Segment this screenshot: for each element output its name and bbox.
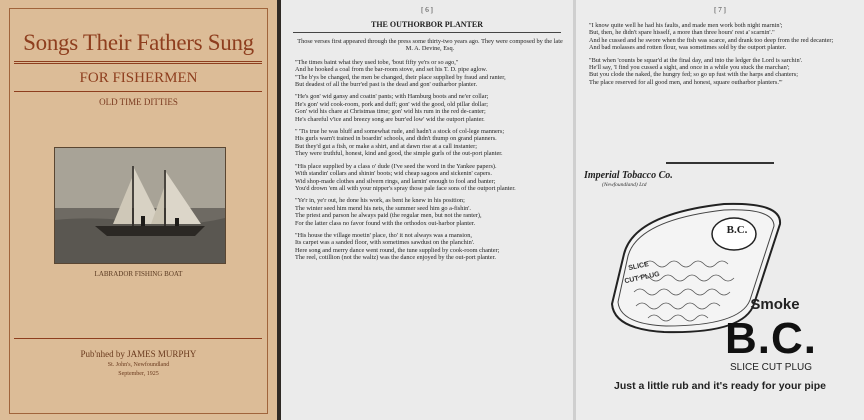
stanza xyxy=(295,128,565,158)
tin-label-bc: B.C. xyxy=(726,224,748,236)
tobacco-advertisement xyxy=(576,168,864,420)
poem-line: And bad molasses and rotten flour, was sometimes sold by the outport planter. xyxy=(589,44,787,52)
publish-date: September, 1925 xyxy=(118,371,159,377)
poem-line: "The times baint what they used tobe, 'bout fifty ye'rs or so ago," xyxy=(295,58,459,66)
cover-subtitle: FOR FISHERMEN xyxy=(79,70,198,86)
poem-line: Its carpet was a sanded floor, with sometimes sawdust on the planchin'. xyxy=(295,239,475,247)
poem-line: And he hooked a coal from the bar-room stove, and set his T. D. pipe aglow. xyxy=(295,66,488,74)
poem-line: For the latter class no favor found with the orthodox out-harbor planter. xyxy=(295,219,476,227)
publisher-place: St. John's, Newfoundland xyxy=(107,362,170,368)
stanza xyxy=(295,197,565,227)
stanza xyxy=(295,59,565,89)
poem-line: But, then, he didn't spare hisself, a more than three hours' rest a' scarnin'." xyxy=(589,29,775,37)
divider xyxy=(293,32,561,33)
poem-line: His gurls warn't trained in boardin' schools, and didn't thump on grand pianners. xyxy=(295,135,497,143)
stanza xyxy=(589,57,857,87)
ad-product-sub: SLICE CUT PLUG xyxy=(729,362,813,373)
cover-page xyxy=(0,0,277,420)
poem-line: "Ye'r in, ye'r out, he done his work, as bent he knew in his position; xyxy=(295,197,465,205)
page-6 xyxy=(281,0,573,420)
poem-line: Gon' wid his chare at Christmas time; gon' wid his rum in the red de-canter; xyxy=(295,108,486,116)
ad-smoke: Smoke xyxy=(750,296,800,313)
cover-title: Songs Their Fathers Sung xyxy=(23,30,254,55)
stanza xyxy=(295,93,565,123)
ad-brand-sub: (Newfoundland) Ltd xyxy=(602,182,647,188)
poem-body xyxy=(589,22,857,91)
poem-line: " 'Tis true he was bluff and somewhat rude, and hadn't a stock of col-lege manners; xyxy=(295,128,505,136)
poem-line: "He's gon' wid gansy and coatin' pants; with Hamburg boots and ne'er collar; xyxy=(295,93,489,101)
poem-line: Wid shop-made clothes and silvern rings, and larnin' enough to fool and banter; xyxy=(295,177,496,185)
page-7 xyxy=(576,0,864,420)
stanza-list xyxy=(295,59,565,262)
poem-line: The place reserved for all good men, and honest, square outharbor planters.'" xyxy=(589,78,783,86)
divider xyxy=(14,61,262,62)
ad-brand: Imperial Tobacco Co. xyxy=(584,170,673,181)
divider xyxy=(14,91,262,92)
divider xyxy=(14,63,262,64)
poem-line: He's chareful v'ice and breezy song are burr'ed low' wid the outport planter. xyxy=(295,115,485,123)
poem-line: The reel, cotillion (not the waltz) was the dance enjoyed by the out-port planter. xyxy=(295,254,496,262)
poem-line: You'd drown 'em all with your nipper's spray those pale face sons of the outport planter. xyxy=(295,184,516,192)
stanza xyxy=(589,22,857,52)
poem-line: They were truthful, honest, kind and good, the simple gurls of the out-port planter. xyxy=(295,150,503,158)
fishing-boat-photo xyxy=(54,147,226,264)
poem-line: But you clode the naked, the hungry fed; so go up fust with the harps and chanters; xyxy=(589,71,798,79)
poem-line: But deadest of all the burr'ed past is the dead and gon' outharbor planter. xyxy=(295,81,478,89)
ad-product-name: B.C. xyxy=(725,314,817,363)
tin-label-slice: SLICE xyxy=(627,260,650,273)
divider xyxy=(666,162,774,164)
poem-line: He's gon' wid cook-room, pork and duff; gon' wid the good, old pillar dollar; xyxy=(295,100,489,108)
poem-line: "But when 'counts be squar'd at the final day, and into the ledger the Lord is sarchin'. xyxy=(589,56,803,64)
poem-line: The winter seed him mend his nets, the summer seed him go a-fishin'. xyxy=(295,204,472,212)
sailboat-icon xyxy=(55,148,225,263)
poem-body xyxy=(295,38,565,267)
poem-line: With standin' collars and shinin' boots; wid cheap sagoos and sickenin' capers. xyxy=(295,170,492,178)
poem-line: "His place supplied by a class o' dude (I've seed the word in the Yankee papers). xyxy=(295,162,497,170)
poem-line: And he cussed and he swore when the fish was scarce, and drank too deep from the red decanter; xyxy=(589,36,834,44)
poem-line: Here song and merry dance went round, the tune supplied by cook-room chanter; xyxy=(295,246,500,254)
poem-line: "I know quite well he had his faults, and made men work both night marnin'; xyxy=(589,22,783,29)
poem-line: The priest and parson he always paid (the regular men, but not the ranter), xyxy=(295,212,482,220)
poem-line: He'll say, 'I find you cussed a sight, and once in a while you stuck the marchan'; xyxy=(589,64,790,72)
page-number: [ 7 ] xyxy=(714,6,726,14)
ad-tagline: Just a little rub and it's ready for your pipe xyxy=(614,380,826,392)
poem-line: "The b'ys be changed, the men be changed, their place supplied by fraud and ranter, xyxy=(295,73,506,81)
stanza-list xyxy=(589,22,857,86)
tin-label-cut-plug: CUT PLUG xyxy=(623,270,661,286)
poem-line: "His house the village moetin' place, tho' it not always was a mansion, xyxy=(295,231,472,239)
publisher-line: Pub'nhed by JAMES MURPHY xyxy=(80,349,197,359)
stanza xyxy=(295,163,565,193)
poem-intro: Those verses first appeared through the press some thirty-two years ago. They were composed by the late M. A. Devine, Esq. xyxy=(297,38,563,53)
poem-title: THE OUTHORBOR PLANTER xyxy=(370,20,483,29)
page-number: [ 6 ] xyxy=(421,6,433,14)
poem-line: But they'd gut a fish, or make a shirt, and at dawn rise at a call instanter; xyxy=(295,142,477,150)
stanza xyxy=(295,232,565,262)
cover-tagline: OLD TIME DITTIES xyxy=(99,97,178,107)
photo-caption: LABRADOR FISHING BOAT xyxy=(94,270,183,278)
divider xyxy=(14,338,262,339)
